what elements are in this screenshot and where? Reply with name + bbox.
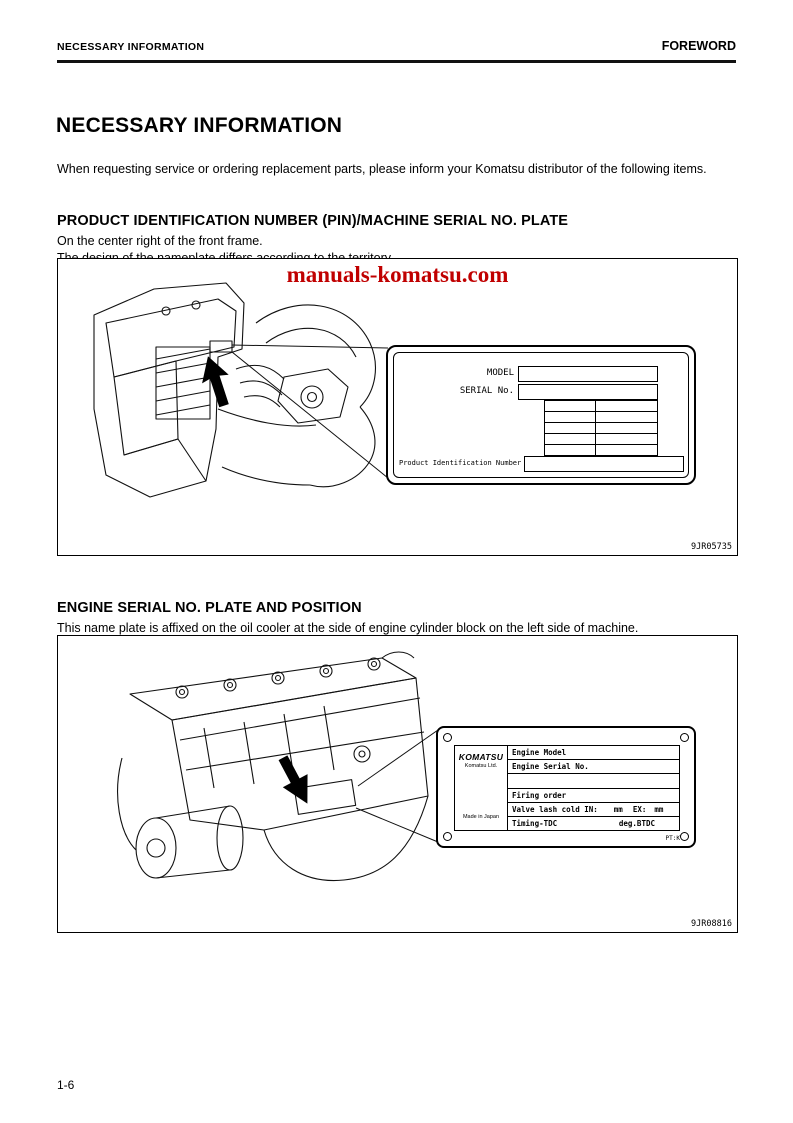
firing-order-row [508,789,679,803]
valve-in-unit: mm [613,804,623,814]
plate-spec-row [545,412,657,423]
engine-section-line1: This name plate is affixed on the oil cooler at the side of engine cylinder block on the left side of machine. [57,620,639,635]
engine-serial-label: Engine Serial No. [512,762,589,772]
plate-spec-row [545,434,657,445]
timing-row [508,817,679,830]
header-rule [57,60,736,63]
plate-spec-divider [595,401,596,456]
pin-section-line1: On the center right of the front frame. [57,233,263,248]
plate-spec-row [545,423,657,434]
pin-label: Product Identification Number [399,459,522,467]
pin-nameplate-inner-border [393,352,689,478]
pin-section-heading: PRODUCT IDENTIFICATION NUMBER (PIN)/MACHINE SERIAL NO. PLATE [57,213,569,230]
figure-code: 9JR05735 [691,542,732,552]
plate-spec-row [545,401,657,412]
screw-icon [443,832,452,841]
pt-code: PT:K [665,835,680,842]
watermark-text: manuals-komatsu.com [286,262,509,287]
engine-nameplate-table [454,745,680,831]
timing-label: Timing-TDC [512,818,558,828]
intro-paragraph: When requesting service or ordering replacement parts, please inform your Komatsu distributor of the following items. [57,161,707,176]
serial-value-box [518,384,658,400]
pin-nameplate [386,345,696,485]
valve-ex-unit: mm [654,804,664,814]
komatsu-logo: KOMATSU [458,752,504,762]
engine-section-heading: ENGINE SERIAL NO. PLATE AND POSITION [57,600,362,617]
komatsu-ltd-label: Komatsu Ltd. [464,763,498,769]
made-in-japan-label: Made in Japan [462,814,500,820]
engine-nameplate-rows [508,746,679,830]
screw-icon [443,733,452,742]
engine-serial-row [508,760,679,774]
screw-icon [680,733,689,742]
valve-lash-row [508,803,679,817]
running-header-section: NECESSARY INFORMATION [57,41,205,53]
page-number: 1-6 [57,1078,75,1092]
engine-drawing-lines [118,652,428,881]
location-arrow-icon [271,751,320,810]
timing-unit: deg.BTDC [618,818,655,828]
callout-lines [356,730,438,842]
valve-ex-label: EX: [632,804,647,814]
page-title: NECESSARY INFORMATION [56,114,343,138]
engine-figure [57,635,738,933]
engine-nameplate [436,726,696,848]
plate-spec-table [544,400,658,457]
serial-no-label: SERIAL No. [459,386,514,396]
running-header-chapter: FOREWORD [661,39,736,53]
pin-value-box [524,456,684,472]
firing-order-label: Firing order [512,790,567,800]
empty-row [508,774,679,788]
figure-code: 9JR08816 [691,919,732,929]
screw-icon [680,832,689,841]
engine-model-label: Engine Model [512,748,567,758]
machine-drawing-lines [94,283,375,497]
plate-spec-row [545,445,657,456]
model-value-box [518,366,658,382]
model-label: MODEL [486,368,514,378]
engine-model-row [508,746,679,760]
komatsu-logo-cell [455,746,508,830]
valve-lash-label: Valve lash cold IN: [512,804,598,814]
pin-figure [57,258,738,556]
location-arrow-icon [195,352,238,410]
